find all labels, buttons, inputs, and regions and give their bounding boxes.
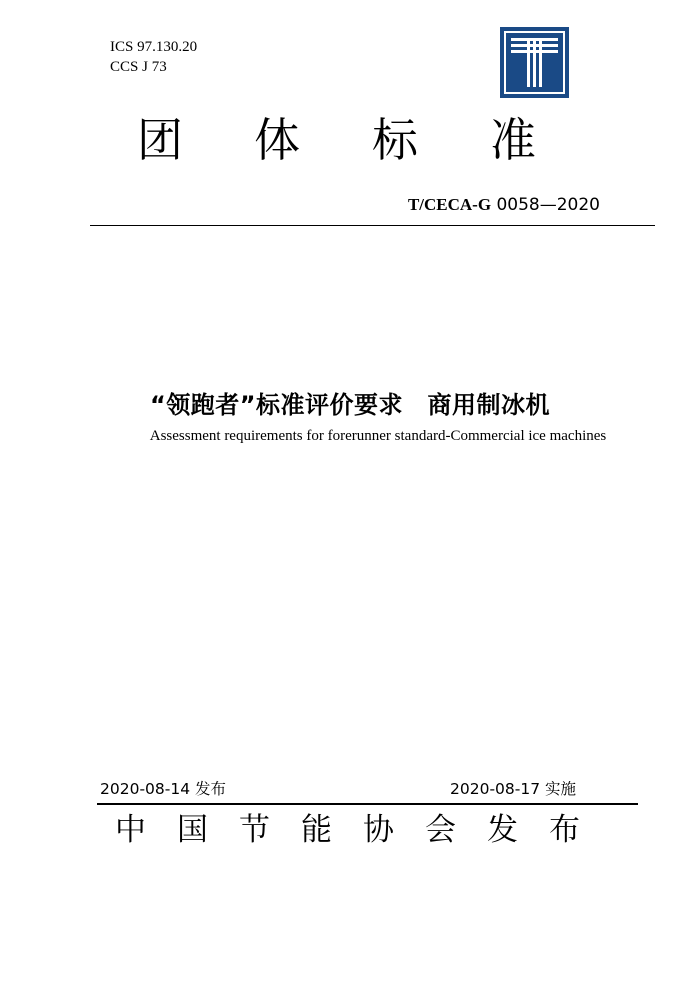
- document-title-cn: “领跑者”标准评价要求 商用制冰机: [149, 391, 551, 419]
- publisher-char: 节: [239, 812, 270, 848]
- association-logo: [500, 27, 569, 98]
- ics-code: ICS 97.130.20: [110, 39, 198, 55]
- publisher-char: 发: [487, 812, 518, 848]
- document-title-en: Assessment requirements for forerunner standard-Commercial ice machines: [149, 428, 607, 444]
- publisher-char: 国: [177, 812, 208, 848]
- publish-date: 2020-08-14 发布: [100, 780, 227, 798]
- association-t-logo-icon: [500, 27, 569, 98]
- standard-code: [408, 195, 600, 215]
- ccs-code: CCS J 73: [110, 59, 167, 75]
- standard-code-prefix: T/CECA-G: [407, 195, 492, 214]
- standard-code-number: 0058—2020: [491, 195, 600, 215]
- effective-date: 2020-08-17 实施: [450, 780, 577, 798]
- heading-char: 体: [254, 113, 300, 167]
- heading-char: 准: [490, 113, 536, 167]
- footer-divider: [97, 803, 638, 805]
- publisher-char: 协: [363, 812, 394, 848]
- publisher-char: 能: [301, 812, 332, 848]
- heading-char: 团: [137, 113, 183, 167]
- publisher-char: 中: [115, 812, 146, 848]
- header-divider: [90, 225, 655, 226]
- heading-char: 标: [372, 113, 418, 167]
- publisher-char: 布: [549, 812, 580, 848]
- publisher-char: 会: [425, 812, 456, 848]
